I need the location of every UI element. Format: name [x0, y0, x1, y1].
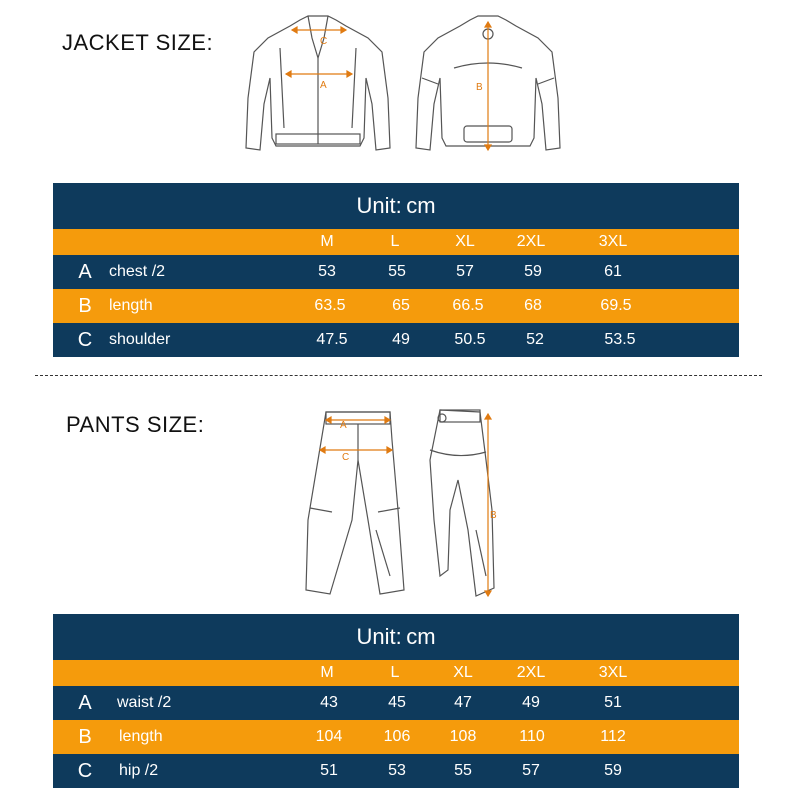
table-cell: 106 [383, 728, 411, 745]
row-letter: B [78, 294, 92, 317]
table-cell: 55 [454, 762, 472, 779]
row-label: length [109, 297, 153, 314]
table-cell: 53.5 [604, 331, 636, 348]
jacket-size-table [53, 183, 739, 357]
table-cell: 50.5 [454, 331, 486, 348]
table-cell: 49 [392, 331, 410, 348]
table-cell: 59 [524, 263, 542, 280]
table-cell: 45 [388, 694, 406, 711]
pants-size-3xl: 3XL [598, 664, 628, 681]
jacket-size-2xl: 2XL [516, 233, 546, 250]
row-label: waist /2 [117, 694, 172, 711]
jacket-size-l: L [390, 233, 400, 250]
pants-illustration [280, 400, 520, 605]
jacket-row-b [53, 289, 739, 323]
pants-marker-c: C [342, 452, 350, 463]
jacket-illustration [240, 8, 570, 158]
row-label: chest /2 [109, 263, 166, 280]
table-cell: 49 [522, 694, 540, 711]
pants-size-xl: XL [453, 664, 473, 681]
table-cell: 43 [320, 694, 338, 711]
table-cell: 69.5 [600, 297, 632, 314]
pants-size-title: PANTS SIZE: [66, 412, 205, 437]
table-cell: 53 [318, 263, 336, 280]
jacket-marker-c: C [320, 36, 328, 47]
row-label: shoulder [109, 331, 171, 348]
table-cell: 63.5 [314, 297, 346, 314]
table-cell: 53 [388, 762, 406, 779]
pants-size-2xl: 2XL [516, 664, 546, 681]
table-cell: 68 [524, 297, 542, 314]
pants-size-l: L [390, 664, 400, 681]
pants-row-b [53, 720, 739, 754]
pants-unit-row [53, 614, 739, 660]
row-letter: A [78, 691, 92, 714]
pants-marker-a: A [340, 420, 347, 431]
jacket-marker-b: B [476, 82, 483, 93]
pants-unit-value: cm [406, 624, 436, 649]
pants-row-c [53, 754, 739, 788]
pants-size-m: M [320, 664, 334, 681]
table-cell: 110 [519, 728, 545, 745]
pants-marker-b: B [490, 510, 497, 521]
pants-unit-label: Unit: [356, 624, 402, 649]
table-cell: 51 [320, 762, 338, 779]
jacket-unit-value: cm [406, 193, 436, 218]
table-cell: 51 [604, 694, 622, 711]
jacket-size-title: JACKET SIZE: [62, 30, 214, 55]
jacket-size-m: M [320, 233, 334, 250]
pants-row-a [53, 686, 739, 720]
table-cell: 47 [454, 694, 472, 711]
table-cell: 108 [449, 728, 477, 745]
pants-size-table [53, 614, 739, 788]
jacket-marker-a: A [320, 80, 327, 91]
table-cell: 66.5 [452, 297, 484, 314]
jacket-size-3xl: 3XL [598, 233, 628, 250]
row-letter: C [77, 328, 93, 351]
table-cell: 112 [600, 728, 626, 745]
section-divider [35, 375, 762, 376]
row-letter: C [77, 759, 93, 782]
table-cell: 65 [392, 297, 410, 314]
jacket-unit-row [53, 183, 739, 229]
pants-size-header-row [53, 660, 739, 686]
jacket-size-xl: XL [455, 233, 475, 250]
jacket-unit-label: Unit: [356, 193, 402, 218]
jacket-size-header-row [53, 229, 739, 255]
table-cell: 57 [522, 762, 540, 779]
table-cell: 59 [604, 762, 622, 779]
row-label: hip /2 [119, 762, 159, 779]
jacket-row-c [53, 323, 739, 357]
table-cell: 55 [388, 263, 406, 280]
table-cell: 61 [604, 263, 622, 280]
table-cell: 47.5 [316, 331, 348, 348]
row-label: length [119, 728, 163, 745]
table-cell: 52 [526, 331, 544, 348]
row-letter: B [78, 725, 92, 748]
jacket-row-a [53, 255, 739, 289]
table-cell: 104 [315, 728, 343, 745]
row-letter: A [78, 260, 92, 283]
table-cell: 57 [456, 263, 474, 280]
